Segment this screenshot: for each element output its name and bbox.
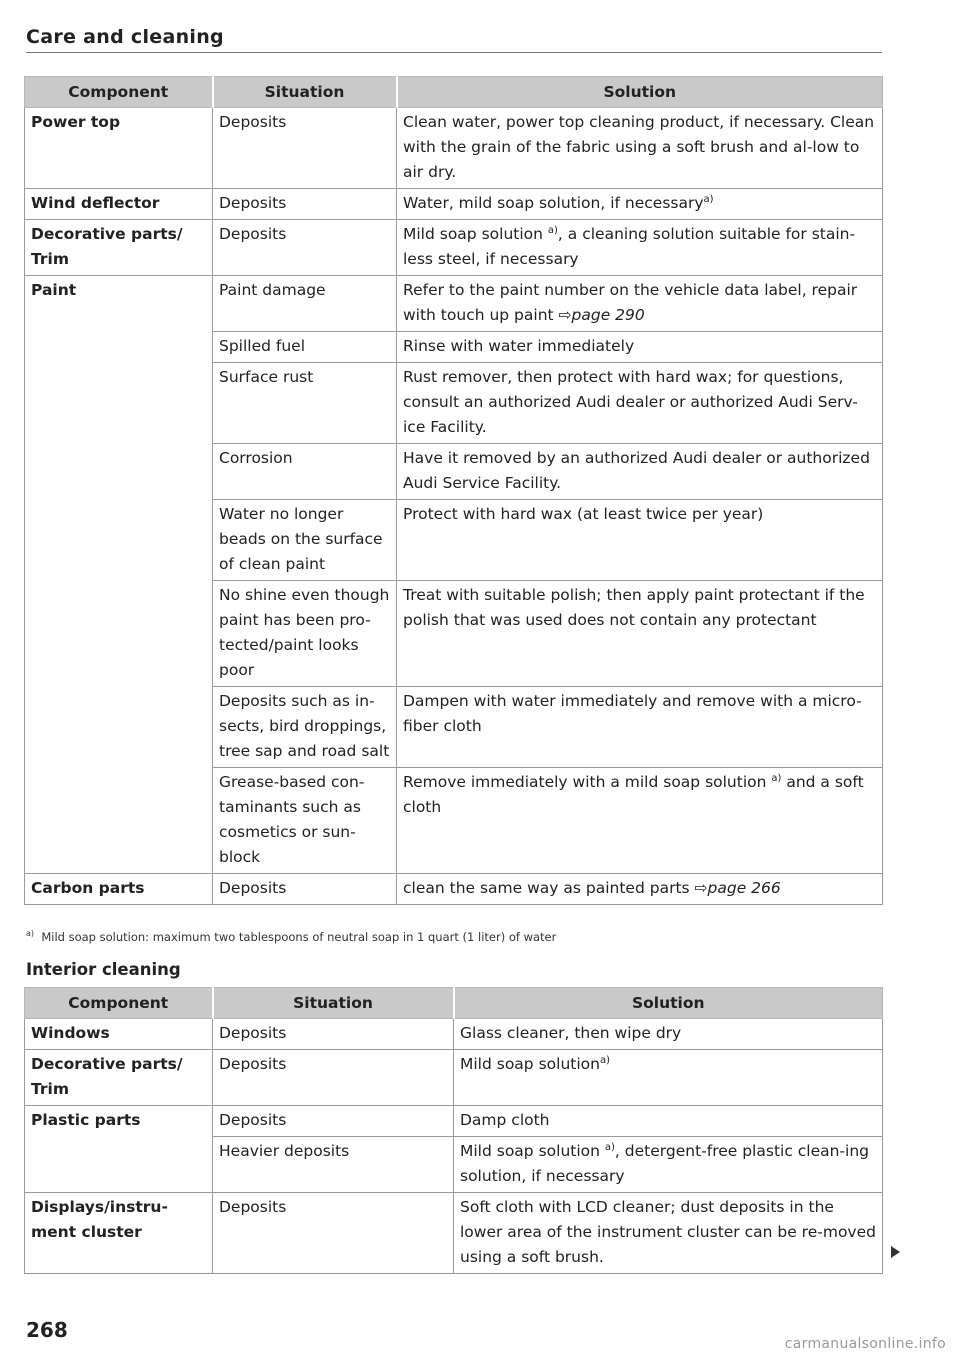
component-cell: Displays/instru-ment cluster: [25, 1193, 213, 1274]
situation-cell: Spilled fuel: [213, 332, 397, 363]
solution-cell: [454, 1137, 883, 1193]
solution-text: Mild soap solution: [403, 225, 548, 243]
situation-cell: Water no longer beads on the surface of clean paint: [213, 500, 397, 581]
component-cell: Decorative parts/ Trim: [25, 1050, 213, 1106]
footnote-marker: a): [26, 929, 35, 939]
solution-cell: [454, 1050, 883, 1106]
column-header-solution: Solution: [454, 988, 883, 1019]
solution-cell: Clean water, power top cleaning product, if necessary. Clean with the grain of the fabric using a soft brush and al-low to air dry.: [397, 108, 883, 189]
situation-cell: Deposits such as in-sects, bird droppings, tree sap and road salt: [213, 687, 397, 768]
table-row: [25, 108, 883, 189]
table-row: [25, 1019, 883, 1050]
solution-text: Water, mild soap solution, if necessary: [403, 194, 704, 212]
solution-text: Mild soap solution: [460, 1142, 605, 1160]
solution-cell: [397, 768, 883, 874]
solution-cell: [397, 189, 883, 220]
solution-cell: [397, 874, 883, 905]
column-header-component: Component: [25, 77, 213, 108]
page-reference-link[interactable]: page 266: [707, 879, 781, 897]
situation-cell: Deposits: [213, 108, 397, 189]
solution-cell: Dampen with water immediately and remove with a micro-fiber cloth: [397, 687, 883, 768]
component-cell: Decorative parts/ Trim: [25, 220, 213, 276]
situation-cell: Deposits: [213, 1019, 454, 1050]
solution-cell: Have it removed by an authorized Audi dealer or authorized Audi Service Facility.: [397, 444, 883, 500]
table-row: [25, 220, 883, 276]
table-row: [25, 1050, 883, 1106]
table-row: [25, 1193, 883, 1274]
interior-cleaning-table: [24, 987, 883, 1274]
column-header-situation: Situation: [213, 988, 454, 1019]
page-number: 268: [26, 1318, 68, 1342]
solution-cell: [397, 220, 883, 276]
situation-cell: Deposits: [213, 1106, 454, 1137]
component-cell: Power top: [25, 108, 213, 189]
footnote-ref: a): [703, 193, 714, 205]
situation-cell: Paint damage: [213, 276, 397, 332]
table-header-row: [25, 988, 883, 1019]
solution-cell: Rust remover, then protect with hard wax; for questions, consult an authorized Audi dealer or authorized Audi Serv-ice Facility.: [397, 363, 883, 444]
situation-cell: Heavier deposits: [213, 1137, 454, 1193]
footnote-ref: a): [604, 1141, 615, 1153]
component-cell: Plastic parts: [25, 1106, 213, 1193]
component-cell: Paint: [25, 276, 213, 874]
component-cell: Wind deflector: [25, 189, 213, 220]
situation-cell: Deposits: [213, 1050, 454, 1106]
header-divider: [26, 52, 882, 53]
solution-text: and a soft cloth: [403, 773, 864, 816]
solution-text: Mild soap solution: [460, 1055, 600, 1073]
situation-cell: Corrosion: [213, 444, 397, 500]
solution-cell: Soft cloth with LCD cleaner; dust deposits in the lower area of the instrument cluster can be re-moved using a soft brush.: [454, 1193, 883, 1274]
continue-arrow-icon: [891, 1246, 900, 1258]
table-row: [25, 276, 883, 332]
table-row: [25, 189, 883, 220]
exterior-cleaning-table: [24, 76, 883, 905]
section-header-title: Care and cleaning: [26, 26, 224, 48]
footnote-ref: a): [547, 224, 558, 236]
situation-cell: Deposits: [213, 874, 397, 905]
column-header-component: Component: [25, 988, 213, 1019]
situation-cell: Deposits: [213, 189, 397, 220]
solution-cell: Protect with hard wax (at least twice per year): [397, 500, 883, 581]
page-reference-link[interactable]: page 290: [571, 306, 645, 324]
situation-cell: Deposits: [213, 220, 397, 276]
component-cell: Windows: [25, 1019, 213, 1050]
solution-cell: Treat with suitable polish; then apply paint protectant if the polish that was used does not contain any protectant: [397, 581, 883, 687]
table-row: [25, 874, 883, 905]
page-ref-arrow-icon: ⇨: [694, 879, 708, 897]
solution-text: , a cleaning solution suitable for stain-less steel, if necessary: [403, 225, 856, 268]
solution-cell: Glass cleaner, then wipe dry: [454, 1019, 883, 1050]
footnote-ref: a): [599, 1054, 610, 1066]
solution-cell: Rinse with water immediately: [397, 332, 883, 363]
solution-text: , detergent-free plastic clean-ing solution, if necessary: [460, 1142, 870, 1185]
solution-cell: Damp cloth: [454, 1106, 883, 1137]
solution-text: clean the same way as painted parts: [403, 879, 695, 897]
situation-cell: Deposits: [213, 1193, 454, 1274]
footnote: [26, 930, 556, 944]
watermark: carmanualsonline.info: [784, 1336, 946, 1352]
component-cell: Carbon parts: [25, 874, 213, 905]
table-header-row: [25, 77, 883, 108]
interior-cleaning-title: Interior cleaning: [26, 960, 181, 979]
solution-text: Remove immediately with a mild soap solution: [403, 773, 772, 791]
situation-cell: Surface rust: [213, 363, 397, 444]
footnote-text: Mild soap solution: maximum two tablespoons of neutral soap in 1 quart (1 liter) of water: [41, 930, 557, 944]
footnote-ref: a): [771, 772, 782, 784]
solution-cell: [397, 276, 883, 332]
solution-text: Refer to the paint number on the vehicle data label, repair with touch up paint: [403, 281, 858, 324]
column-header-situation: Situation: [213, 77, 397, 108]
page-ref-arrow-icon: ⇨: [558, 306, 572, 324]
situation-cell: No shine even though paint has been pro-tected/paint looks poor: [213, 581, 397, 687]
situation-cell: Grease-based con-taminants such as cosmetics or sun-block: [213, 768, 397, 874]
column-header-solution: Solution: [397, 77, 883, 108]
table-row: [25, 1106, 883, 1137]
